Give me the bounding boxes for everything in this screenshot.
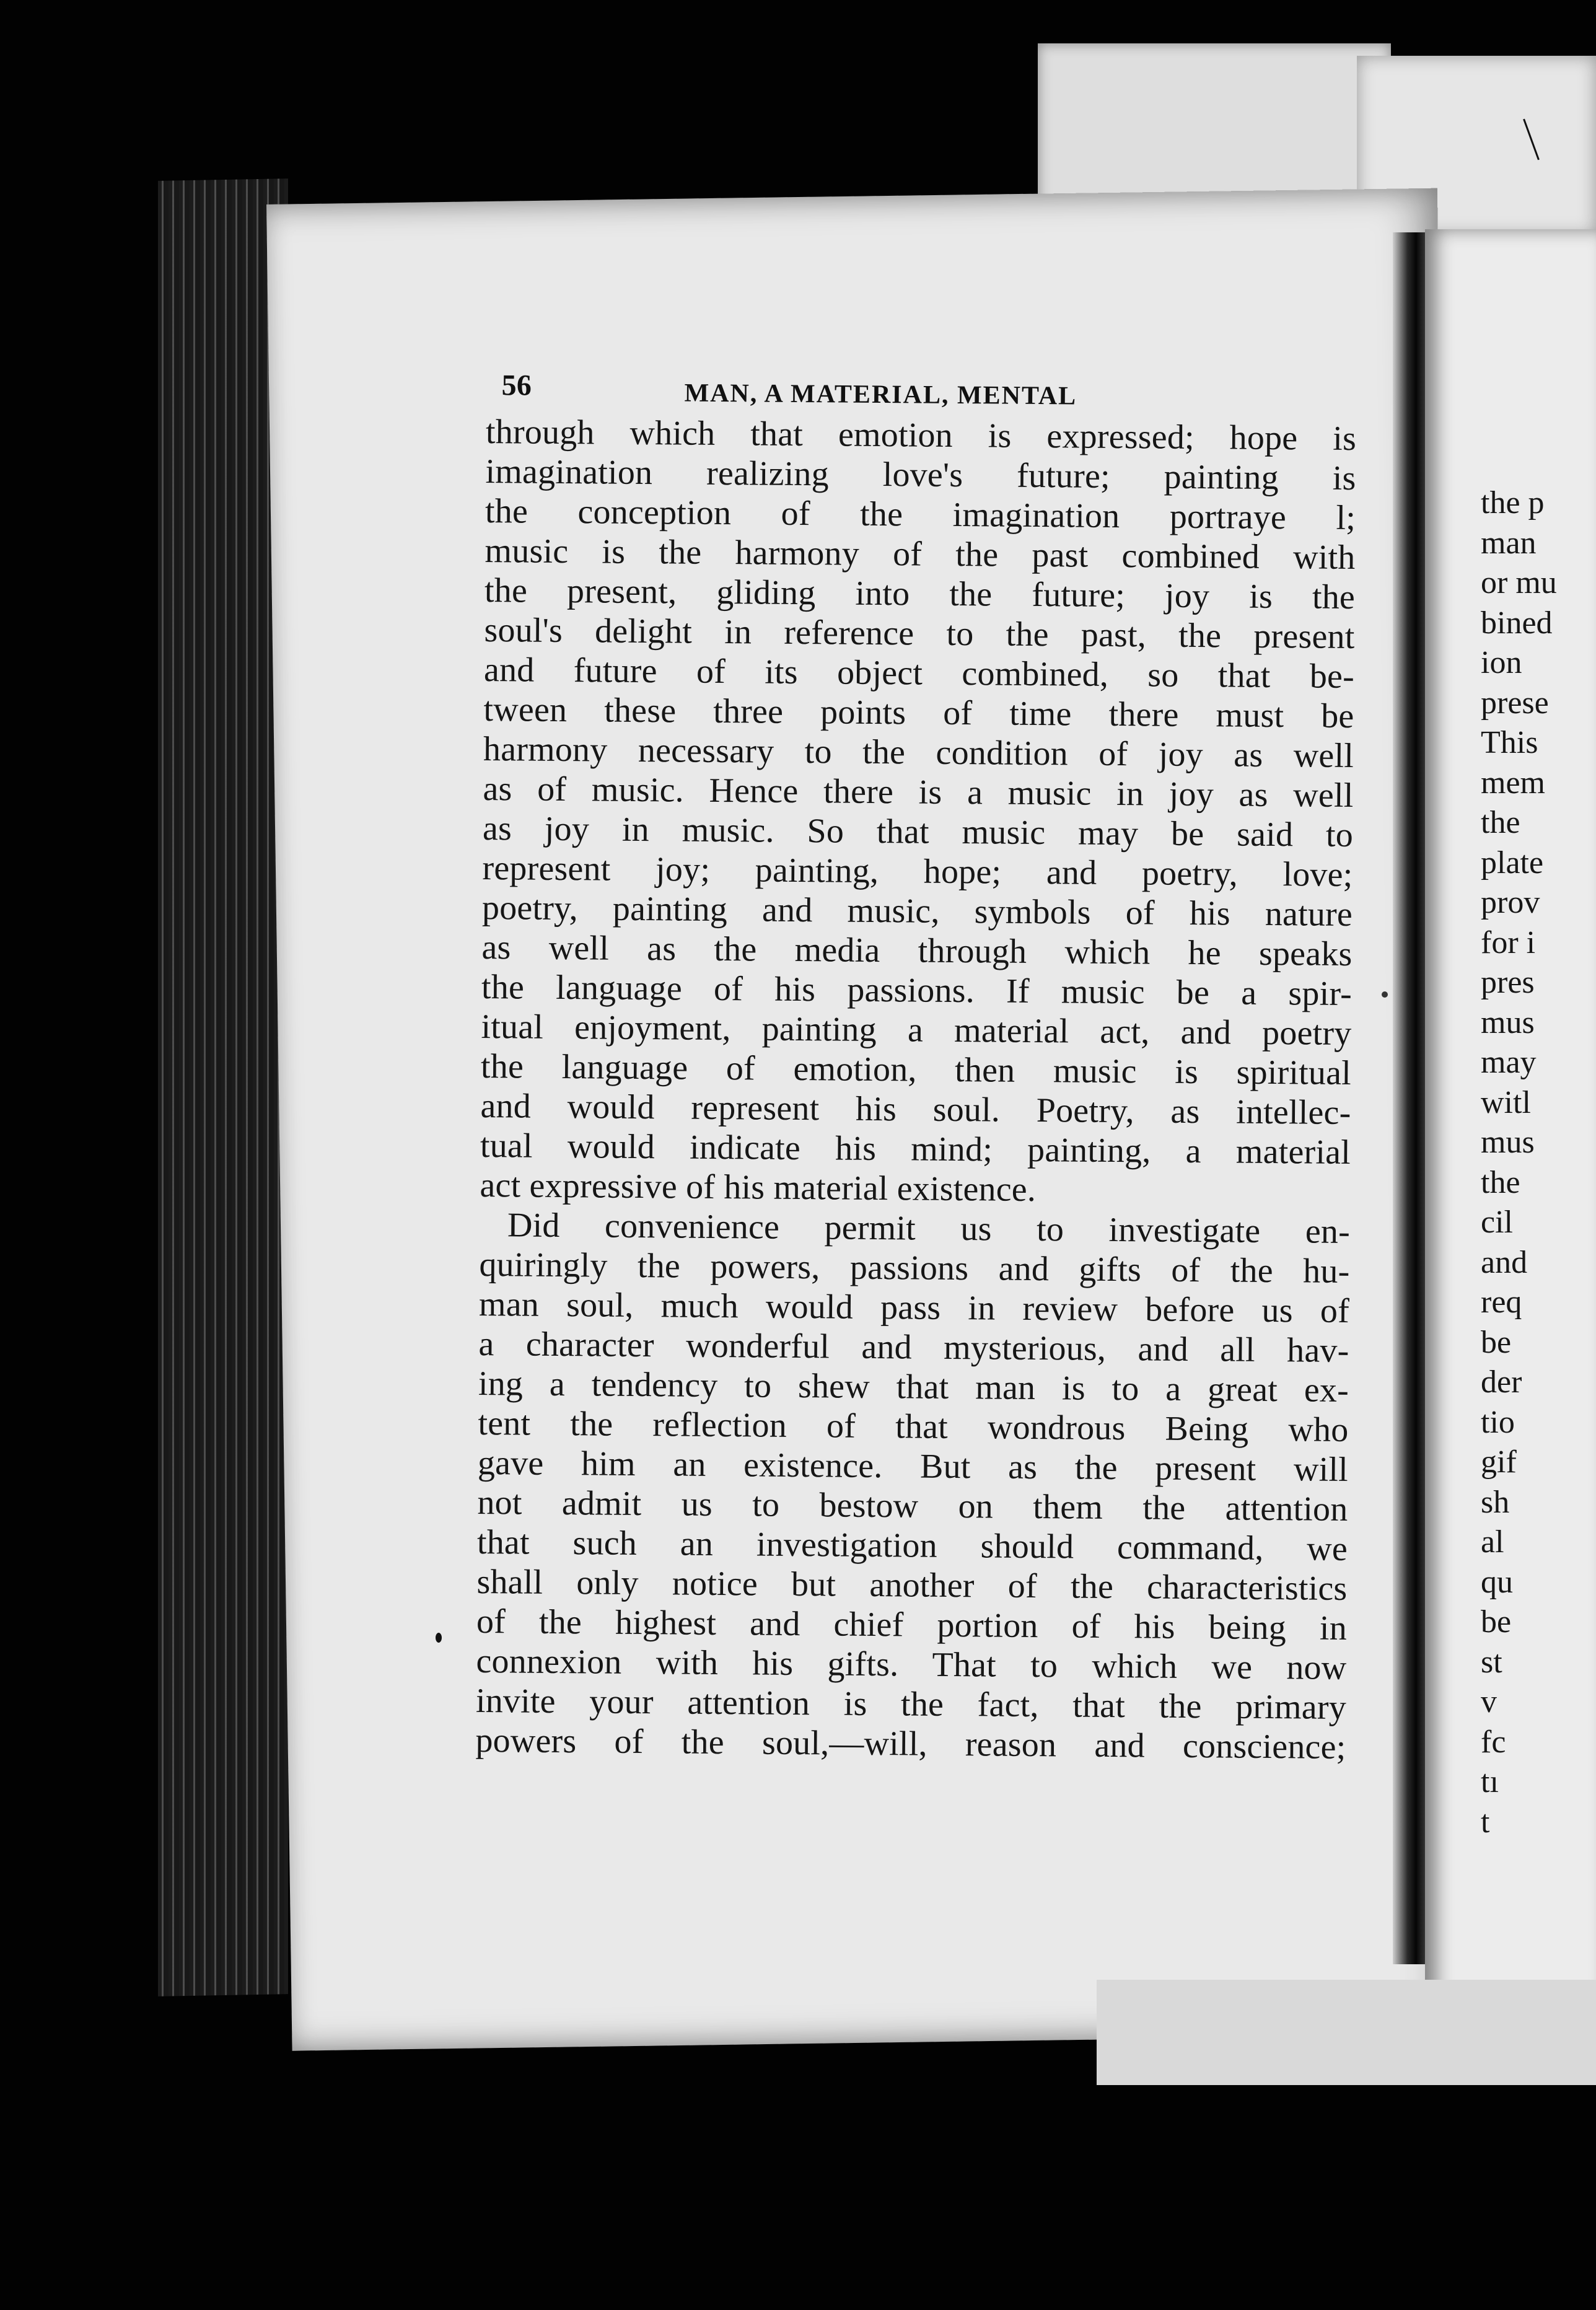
text-line: Did convenience permit us to investigate en- (507, 1206, 1351, 1251)
facing-text-line: qu (1481, 1564, 1513, 1600)
facing-text-line: tio (1481, 1404, 1515, 1440)
text-line: imagination realizing love's future; painting is (485, 452, 1356, 498)
text-line: of the highest and chief portion of his being in (476, 1602, 1348, 1648)
facing-text-line: for i (1481, 924, 1536, 960)
text-line: tual would indicate his mind; painting, a material (480, 1126, 1351, 1172)
facing-text-line: bined (1481, 605, 1553, 641)
running-head: MAN, A MATERIAL, MENTAL (684, 379, 1077, 411)
text-line: invite your attention is the fact, that the primary (475, 1681, 1347, 1727)
facing-text-line: fc (1481, 1724, 1506, 1760)
page-number: 56 (501, 369, 532, 402)
facing-page-text (1481, 483, 1596, 1842)
facing-text-line: be (1481, 1324, 1512, 1360)
facing-text-line: ion (1481, 645, 1522, 680)
text-line: shall only notice but another of the characteristics (476, 1562, 1348, 1608)
text-line: not admit us to bestow on them the attention (477, 1483, 1348, 1529)
facing-text-line: may (1481, 1045, 1537, 1080)
facing-text-line: This (1481, 725, 1538, 760)
text-line: as of music. Hence there is a music in joy as well (483, 769, 1354, 815)
facing-text-line: plate (1481, 845, 1544, 881)
text-line: and future of its object combined, so that be- (483, 650, 1355, 696)
page-top-edge (1038, 43, 1391, 211)
facing-text-line: the (1481, 1164, 1520, 1200)
facing-text-line: mem (1481, 765, 1545, 801)
facing-text-line: prese (1481, 685, 1549, 721)
text-line: tween these three points of time there must be (483, 690, 1354, 736)
ink-mark (436, 1633, 442, 1643)
facing-text-line: sh (1481, 1484, 1510, 1520)
text-line: the language of emotion, then music is spiritual (480, 1047, 1352, 1092)
ink-mark (1382, 991, 1388, 998)
text-line: quiringly the powers, passions and gifts of the hu- (479, 1245, 1350, 1291)
text-line: itual enjoyment, painting a material act, and poetry (481, 1007, 1352, 1053)
text-line: ing a tendency to shew that man is to a great ex- (478, 1364, 1349, 1410)
facing-text-line: the (1481, 805, 1520, 840)
facing-text-line: req (1481, 1285, 1522, 1320)
facing-text-line: mus (1481, 1125, 1535, 1160)
facing-text-line: be (1481, 1604, 1512, 1640)
facing-text-line: man (1481, 525, 1537, 561)
book-bottom-edge (1097, 1980, 1596, 2085)
facing-text-line: the p (1481, 485, 1545, 520)
facing-text-line: cil (1481, 1205, 1513, 1240)
text-line: harmony necessary to the condition of joy as well (483, 729, 1354, 776)
facing-text-line: t (1481, 1804, 1490, 1840)
facing-text-line: st (1481, 1644, 1502, 1680)
facing-text-line: tı (1481, 1764, 1499, 1799)
text-line: and would represent his soul. Poetry, as intellec- (480, 1086, 1351, 1132)
facing-text-line: v (1481, 1684, 1497, 1719)
text-line: the conception of the imagination portraye l; (484, 491, 1356, 538)
page-header (486, 356, 1357, 419)
text-line: soul's delight in reference to the past, the present (484, 610, 1355, 657)
book-page-edges (158, 178, 288, 1996)
text-line: represent joy; painting, hope; and poetry, love; (482, 848, 1353, 895)
main-page-text (475, 356, 1357, 1767)
text-line: a character wonderful and mysterious, and all hav- (478, 1324, 1349, 1370)
text-line: tent the reflection of that wondrous Being who (478, 1403, 1349, 1449)
text-line: through which that emotion is expressed; hope is (485, 412, 1357, 459)
text-line: act expressive of his material existence. (480, 1166, 1037, 1210)
facing-text-line: gif (1481, 1444, 1517, 1480)
text-line: the language of his passions. If music be a spir- (481, 967, 1353, 1014)
text-line: music is the harmony of the past combined with (484, 531, 1356, 578)
facing-text-line: or mu (1481, 565, 1557, 600)
text-line: as well as the media through which he speaks (481, 928, 1353, 974)
facing-text-line: prov (1481, 885, 1540, 920)
facing-text-line: and (1481, 1244, 1528, 1280)
facing-text-line: al (1481, 1524, 1504, 1560)
text-line: as joy in music. So that music may be said to (482, 809, 1354, 855)
text-line: connexion with his gifts. That to which we now (476, 1641, 1347, 1687)
text-line: gave him an existence. But as the present will (477, 1443, 1349, 1489)
facing-text-line: der (1481, 1364, 1522, 1400)
facing-text-line: mus (1481, 1004, 1535, 1040)
text-line: man soul, much would pass in review before us of (478, 1285, 1350, 1330)
text-line: poetry, painting and music, symbols of his nature (481, 888, 1353, 934)
facing-text-line: witl (1481, 1084, 1531, 1120)
text-line: powers of the soul,—will, reason and conscience; (475, 1721, 1346, 1767)
text-line: the present, gliding into the future; joy is the (484, 571, 1356, 617)
facing-text-line: pres (1481, 965, 1535, 1000)
text-line: that such an investigation should command, we (476, 1522, 1348, 1568)
